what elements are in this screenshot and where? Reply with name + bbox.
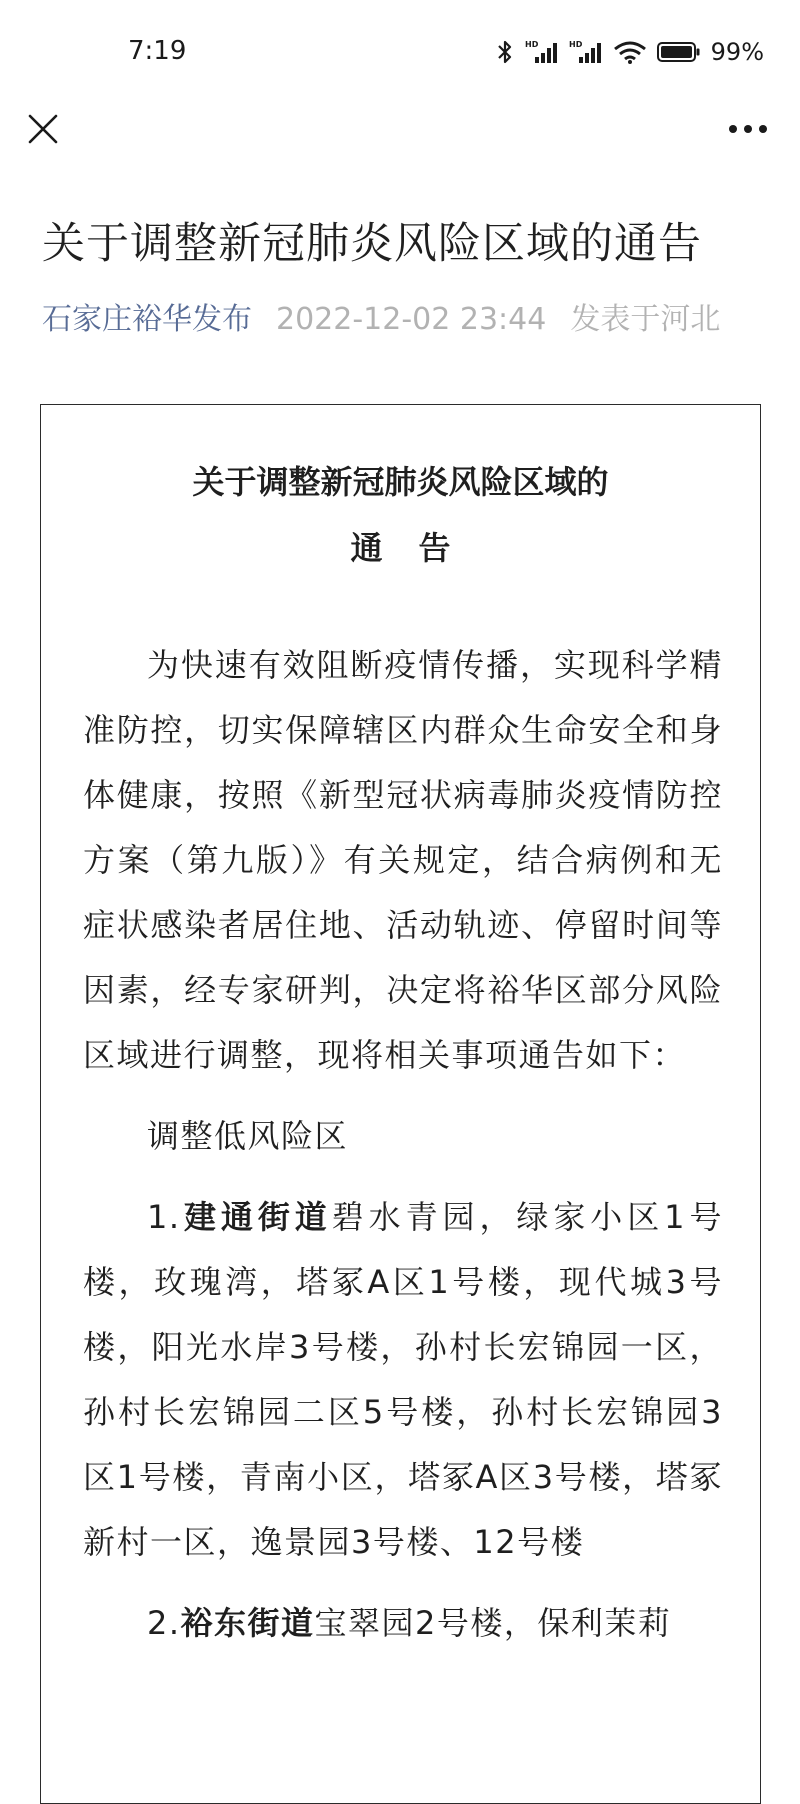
battery-icon: [657, 40, 701, 64]
publish-date: 2022-12-02 23:44: [276, 302, 547, 337]
bluetooth-icon: [495, 39, 515, 65]
notice-section-title: 调整低风险区: [147, 1117, 349, 1155]
status-time: 7:19: [128, 36, 187, 66]
notice-item: [83, 1185, 723, 1575]
close-icon: [28, 114, 58, 144]
article-meta: [42, 300, 782, 340]
item-text: 碧水青园，绿家小区1号楼，玫瑰湾，塔冢A区1号楼，现代城3号楼，阳光水岸3号楼，孙村长宏锦园一区，孙村长宏锦园二区5号楼，孙村长宏锦园3区1号楼，青南小区，塔冢A区3号楼，塔冢新村一区，逸景园3号楼、12号楼: [83, 1198, 723, 1561]
item-street: 建通街道: [180, 1198, 332, 1236]
notice-heading-line2: 通告: [350, 529, 487, 567]
notice-heading: [41, 449, 760, 581]
hd-signal-icon: [525, 39, 559, 65]
notice-heading-line1: 关于调整新冠肺炎风险区域的: [192, 463, 609, 501]
item-number: 1.: [147, 1198, 181, 1236]
more-button[interactable]: [718, 104, 778, 154]
battery-percentage: 99%: [710, 38, 764, 66]
svg-text:HD: HD: [524, 40, 538, 49]
publish-location: 发表于河北: [570, 302, 721, 337]
wifi-icon: [613, 39, 647, 65]
more-icon: [728, 124, 768, 134]
notice-intro: 为快速有效阻断疫情传播，实现科学精准防控，切实保障辖区内群众生命安全和身体健康，按照《新型冠状病毒肺炎疫情防控方案（第九版）》有关规定，结合病例和无症状感染者居住地、活动轨迹、停留时间等因素，经专家研判，决定将裕华区部分风险区域进行调整，现将相关事项通告如下：: [83, 646, 723, 1074]
close-button[interactable]: [18, 104, 68, 154]
notice-body: [83, 633, 723, 1656]
notice-image: [40, 404, 761, 1804]
svg-text:HD: HD: [568, 40, 582, 49]
status-bar: [0, 0, 800, 100]
notice-item: [83, 1591, 723, 1656]
account-name-link[interactable]: 石家庄裕华发布: [42, 302, 252, 337]
hd-signal-icon: [569, 39, 603, 65]
item-street: 裕东街道: [180, 1604, 315, 1642]
status-icons: [495, 38, 764, 66]
item-text: 宝翠园2号楼，保利茉莉: [314, 1604, 672, 1642]
item-number: 2.: [147, 1604, 181, 1642]
article-title: 关于调整新冠肺炎风险区域的通告: [42, 219, 702, 269]
nav-bar: [0, 100, 800, 180]
